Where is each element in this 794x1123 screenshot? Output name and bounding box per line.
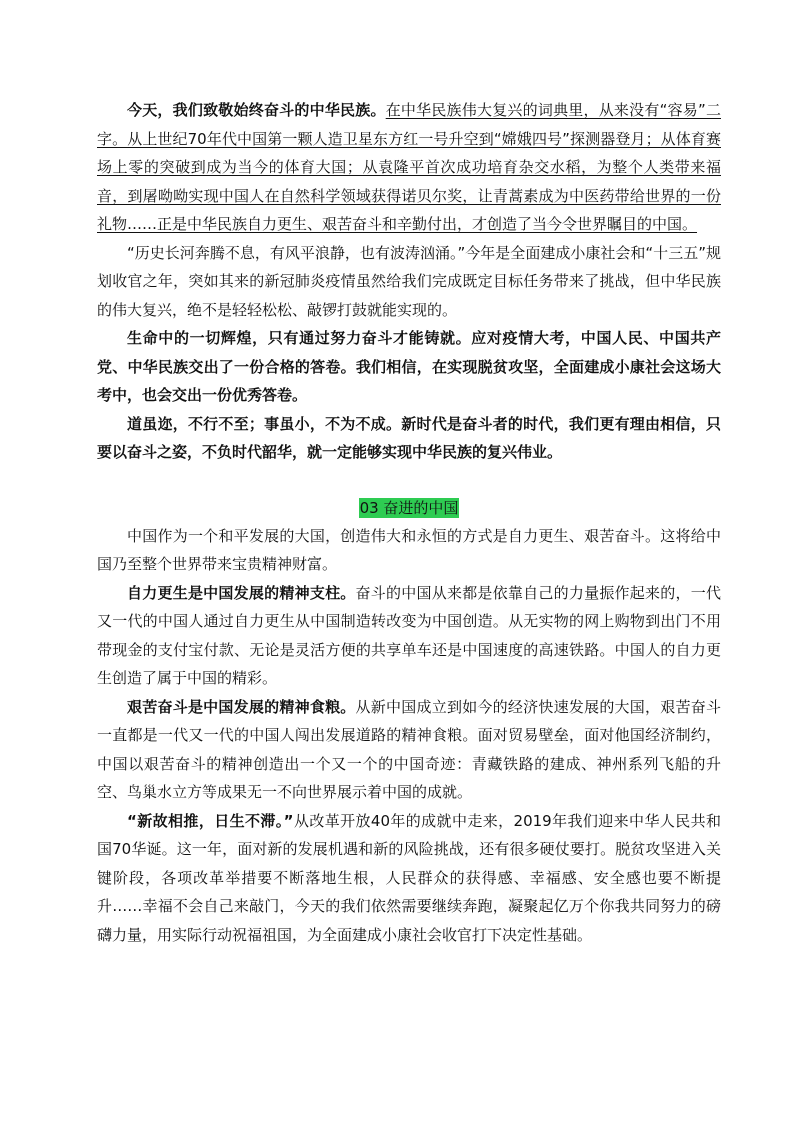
paragraph-6 (97, 579, 721, 693)
section-title (97, 494, 721, 522)
paragraph-1-underlined: 在中华民族伟大复兴的词典里，从来没有“容易”二字。从上世纪70年代中国第一颗人造卫星东方红一号升空到“嫦娥四号”探测器登月；从体育赛场上零的突破到成为当今的体育大国；从袁隆平首次成功培育杂交水稻，为整个人类带来福音，到屠呦呦实现中国人在自然科学领域获得诺贝尔奖，让青蒿素成为中医药带给世界的一份礼物……正是中华民族自力更生、艰苦奋斗和辛勤付出，才创造了当今令世界瞩目的中国。 (97, 101, 721, 233)
paragraph-6-lead: 自力更生是中国发展的精神支柱。 (127, 583, 356, 602)
paragraph-7-body: 从新中国成立到如今的经济快速发展的大国，艰苦奋斗一直都是一代又一代的中国人闯出发展道路的精神食粮。面对贸易壁垒，面对他国经济制约，中国以艰苦奋斗的精神创造出一个又一个的中国奇迹：青藏铁路的建成、神州系列飞船的升空、鸟巢水立方等成果无一不向世界展示着中国的成就。 (97, 697, 721, 801)
paragraph-1 (97, 96, 721, 239)
paragraph-8 (97, 807, 721, 950)
paragraph-8-body: 从改革开放40年的成就中走来，2019年我们迎来中华人民共和国70华诞。这一年，面对新的发展机遇和新的风险挑战，还有很多硬仗要打。脱贫攻坚进入关键阶段，各项改革举措要不断落地生根，人民群众的获得感、幸福感、安全感也要不断提升……幸福不会自己来敲门，今天的我们依然需要继续奔跑，凝聚起亿万个你我共同努力的磅礴力量，用实际行动祝福祖国，为全面建成小康社会收官打下决定性基础。 (97, 811, 722, 944)
paragraph-7-lead: 艰苦奋斗是中国发展的精神食粮。 (127, 697, 356, 716)
paragraph-1-lead: 今天，我们致敬始终奋斗的中华民族。 (127, 101, 386, 119)
paragraph-7 (97, 693, 721, 807)
paragraph-5: 中国作为一个和平发展的大国，创造伟大和永恒的方式是自力更生、艰苦奋斗。这将给中国乃至整个世界带来宝贵精神财富。 (97, 526, 721, 573)
paragraph-8-lead: “新故相推，日生不滞。” (127, 811, 294, 830)
paragraph-6-body: 奋斗的中国从来都是依靠自己的力量振作起来的，一代又一代的中国人通过自力更生从中国制造转改变为中国创造。从无实物的网上购物到出门不用带现金的支付宝付款、无论是灵活方便的共享单车还是中国速度的高速铁路。中国人的自力更生创造了属于中国的精彩。 (97, 583, 721, 687)
paragraph-2: “历史长河奔腾不息，有风平浪静，也有波涛汹涌。”今年是全面建成小康社会和“十三五”规划收官之年，突如其来的新冠肺炎疫情虽然给我们完成既定目标任务带来了挑战，但中华民族的伟大复兴，绝不是轻轻松松、敲锣打鼓就能实现的。 (97, 243, 721, 319)
paragraph-4: 道虽迩，不行不至；事虽小，不为不成。新时代是奋斗者的时代，我们更有理由相信，只要以奋斗之姿，不负时代韶华，就一定能够实现中华民族的复兴伟业。 (97, 414, 721, 461)
document-page (97, 96, 721, 949)
section-title-highlight: 03 奋进的中国 (359, 498, 459, 517)
paragraph-3: 生命中的一切辉煌，只有通过努力奋斗才能铸就。应对疫情大考，中国人民、中国共产党、中华民族交出了一份合格的答卷。我们相信，在实现脱贫攻坚，全面建成小康社会这场大考中，也会交出一份优秀答卷。 (97, 329, 721, 404)
